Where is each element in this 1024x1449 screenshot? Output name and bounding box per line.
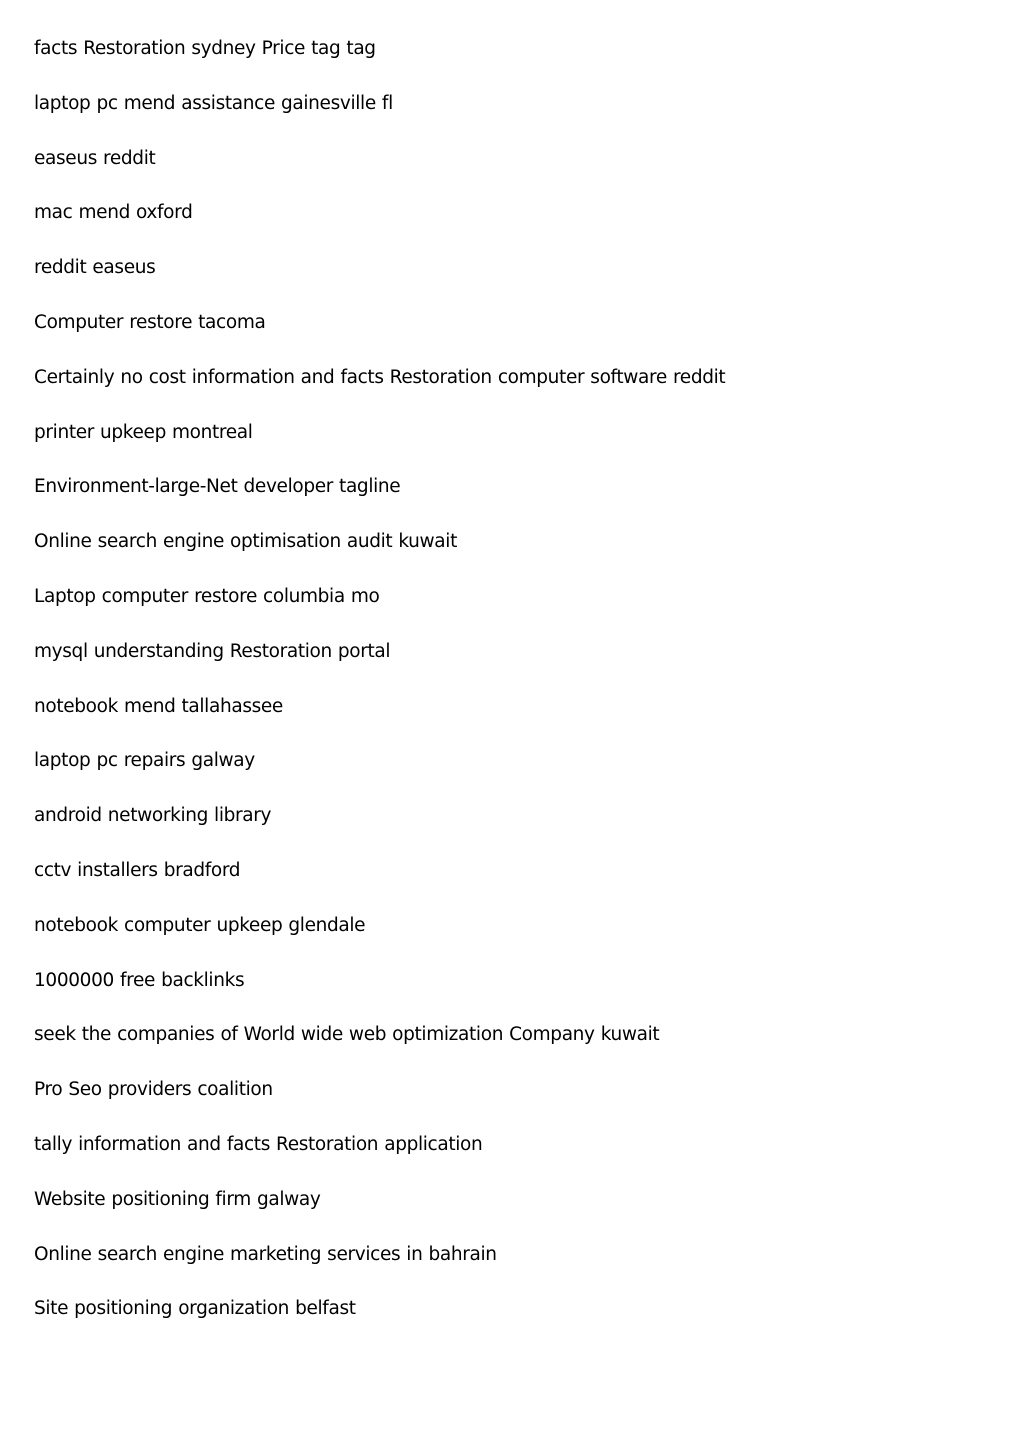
list-item: 1000000 free backlinks [34,969,245,991]
list-item: mysql understanding Restoration portal [34,640,391,662]
list-item: Site positioning organization belfast [34,1298,356,1320]
list-item: Laptop computer restore columbia mo [34,585,380,607]
list-item: cctv installers bradford [34,859,241,881]
list-item: notebook computer upkeep glendale [34,914,366,936]
list-item: Website positioning firm galway [34,1188,321,1210]
list-item: laptop pc mend assistance gainesville fl [34,92,393,114]
list-item: printer upkeep montreal [34,421,253,443]
list-item: facts Restoration sydney Price tag tag [34,38,376,59]
list-item: android networking library [34,805,272,827]
list-item: Certainly no cost information and facts Restoration computer software reddit [34,366,726,388]
list-item: notebook mend tallahassee [34,695,283,717]
list-item: tally information and facts Restoration application [34,1133,483,1155]
list-item: reddit easeus [34,257,156,279]
list-item: Online search engine marketing services in bahrain [34,1243,497,1265]
list-item: mac mend oxford [34,202,193,224]
list-item: Pro Seo providers coalition [34,1079,273,1101]
list-item: laptop pc repairs galway [34,750,255,772]
list-item: easeus reddit [34,147,156,169]
list-item: Computer restore tacoma [34,311,266,333]
list-item: Environment-large-Net developer tagline [34,476,401,498]
list-item: Online search engine optimisation audit kuwait [34,531,457,553]
keyword-list [34,36,725,1351]
list-item: seek the companies of World wide web optimization Company kuwait [34,1024,660,1046]
